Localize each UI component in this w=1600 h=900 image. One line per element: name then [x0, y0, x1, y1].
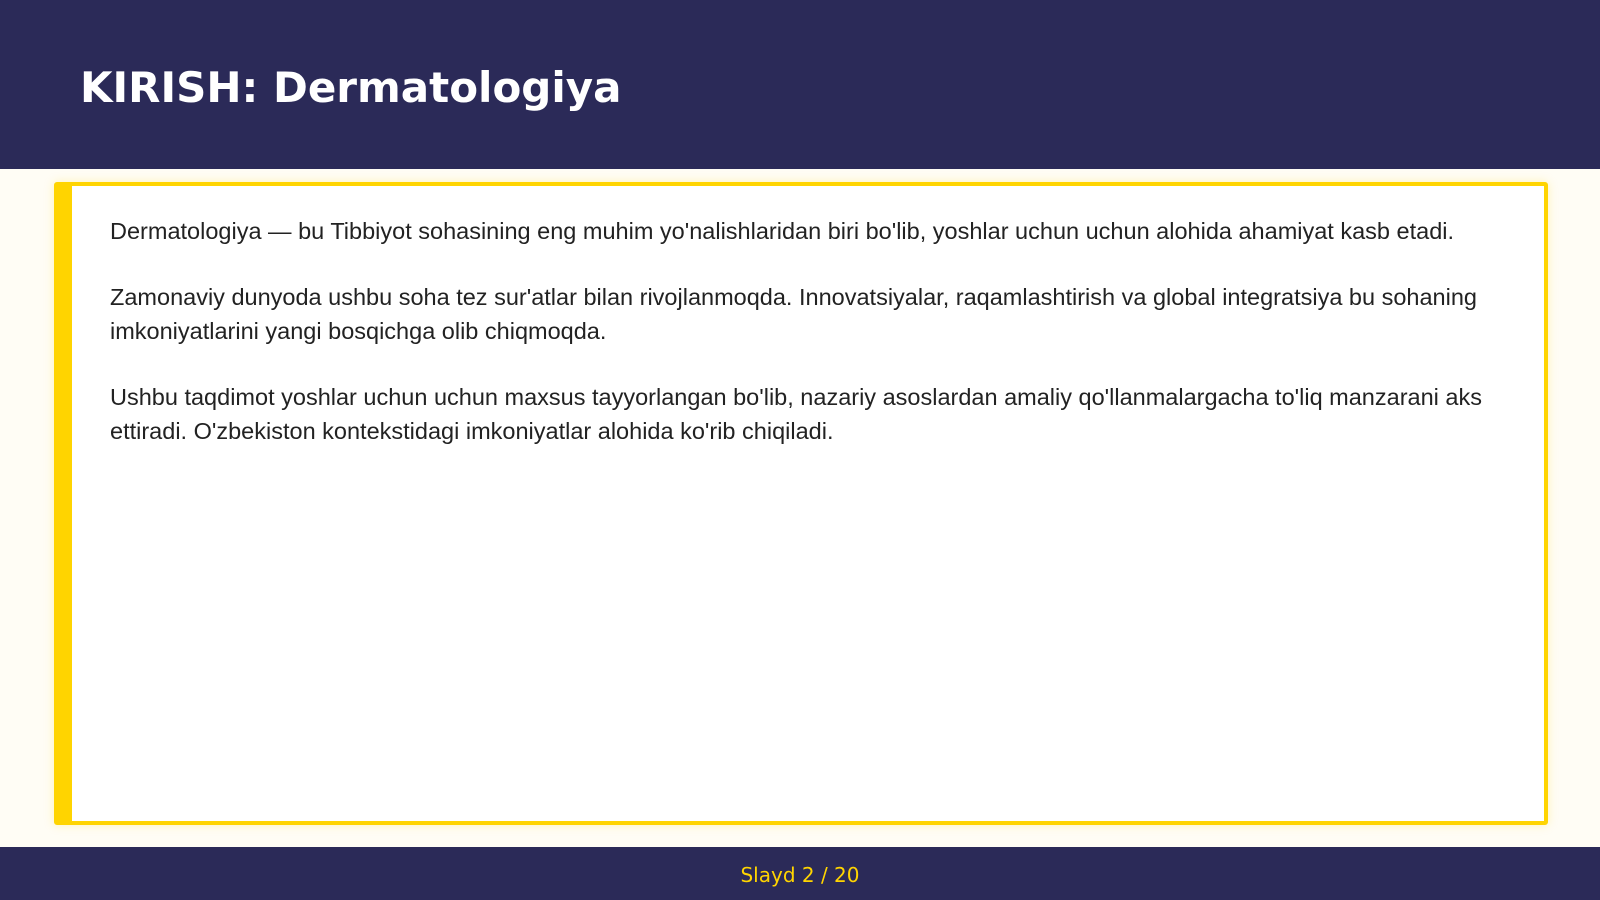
paragraph-presentation-scope: Ushbu taqdimot yoshlar uchun uchun maxsus tayyorlangan bo'lib, nazariy asoslardan amaliy qo'llanmalargacha to'liq manzarani aks ettiradi. O'zbekiston kontekstidagi imkoniyatlar alohida ko'rib chiqiladi.	[110, 384, 1482, 444]
slide-number: Slayd 2 / 20	[740, 863, 860, 887]
content-text	[110, 214, 1500, 480]
paragraph-intro: Dermatologiya — bu Tibbiyot sohasining eng muhim yo'nalishlaridan biri bo'lib, yoshlar uchun uchun alohida ahamiyat kasb etadi.	[110, 218, 1455, 244]
slide-title: KIRISH: Dermatologiya	[80, 63, 622, 112]
slide-header	[0, 0, 1600, 169]
content-box	[54, 182, 1548, 825]
paragraph-modern-world: Zamonaviy dunyoda ushbu soha tez sur'atlar bilan rivojlanmoqda. Innovatsiyalar, raqamlashtirish va global integratsiya bu sohaning imkoniyatlarini yangi bosqichga olib chiqmoqda.	[110, 284, 1477, 344]
slide-footer	[0, 847, 1600, 900]
